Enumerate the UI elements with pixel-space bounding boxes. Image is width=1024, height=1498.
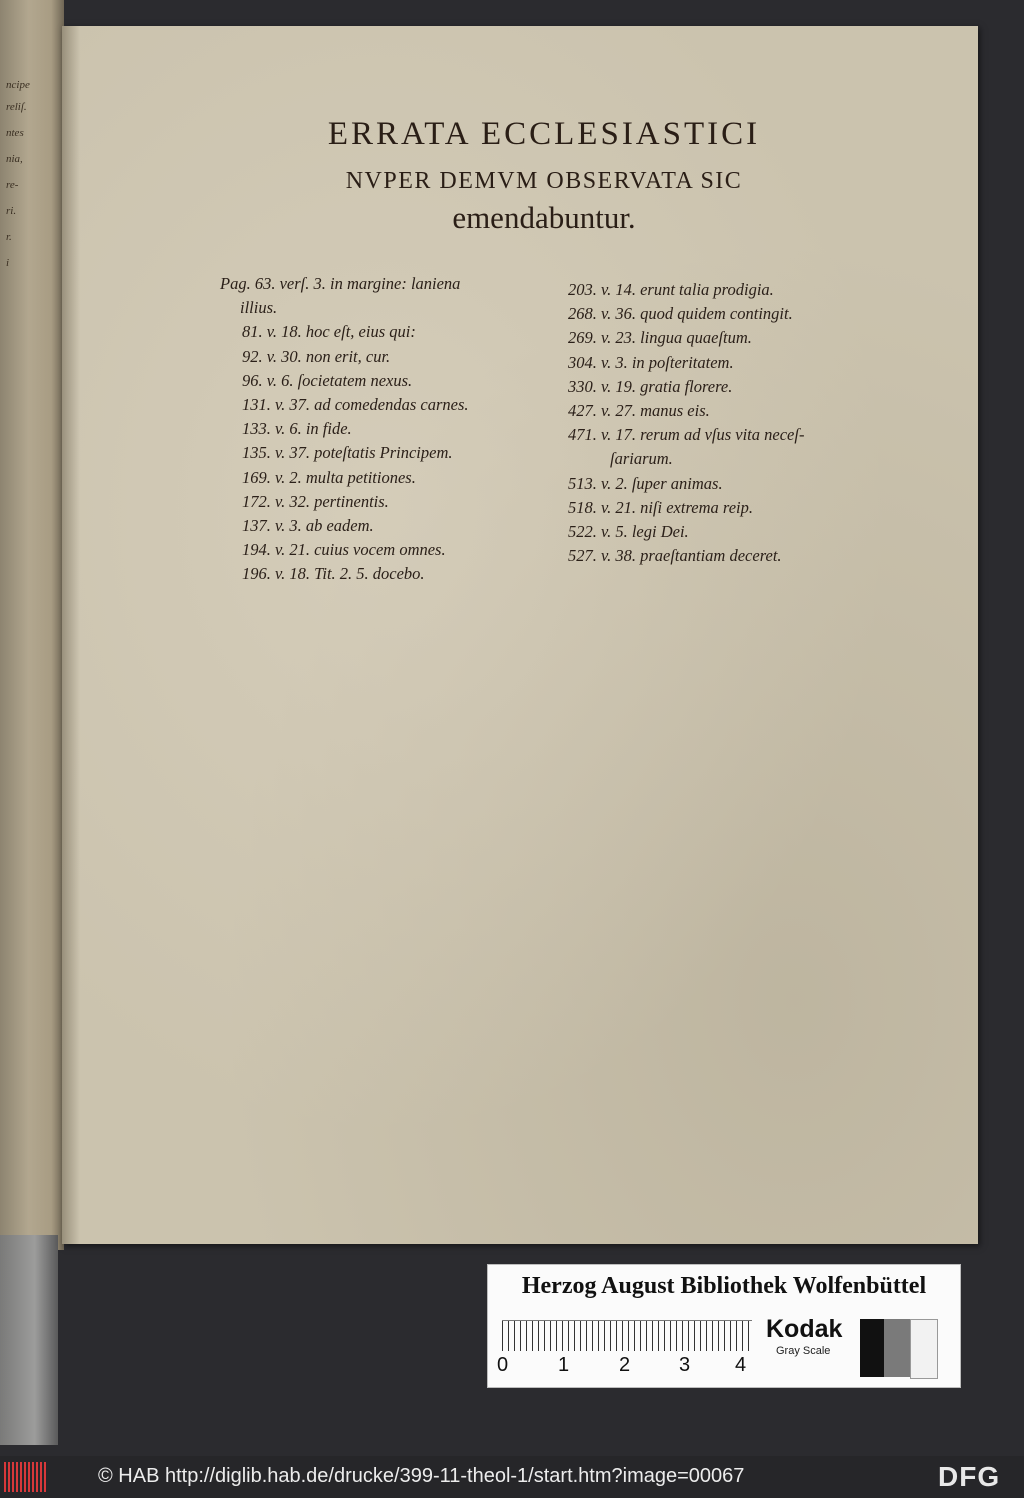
errata-entry: 513. v. 2. ſuper animas. (568, 473, 723, 493)
errata-entry: 518. v. 21. niſi extrema reip. (568, 497, 753, 517)
swatch-white (910, 1319, 938, 1379)
errata-entry: 194. v. 21. cuius vocem omnes. (242, 540, 446, 560)
errata-entry: 427. v. 27. manus eis. (568, 401, 710, 421)
errata-entry: 203. v. 14. erunt talia prodigia. (568, 280, 774, 299)
errata-entry: 131. v. 37. ad comedendas carnes. (242, 395, 469, 415)
errata-entry: 471. v. 17. rerum ad vſus vita neceſ- (568, 425, 805, 445)
errata-entry: 330. v. 19. gratia florere. (568, 376, 733, 396)
measurement-ruler (502, 1320, 752, 1351)
page-subtitle-line: emendabuntur. (452, 200, 636, 235)
page-gutter-shadow (62, 26, 80, 1244)
page-title: ERRATA ECCLESIASTICI (327, 116, 761, 152)
errata-entry: 92. v. 30. non erit, cur. (242, 346, 391, 366)
margin-fragment: r. (6, 231, 12, 243)
errata-entry: 527. v. 38. praeſtantiam deceret. (568, 546, 782, 566)
dfg-logo: DFG (938, 1461, 1001, 1492)
margin-fragment: ri. (6, 205, 17, 217)
citation-link[interactable]: © HAB http://diglib.hab.de/drucke/399-11-theol-1/start.htm?image=00067 (98, 1465, 745, 1487)
binding-edge (0, 1235, 58, 1445)
errata-list-left (220, 272, 469, 587)
previous-page-edge (0, 0, 64, 1250)
gray-scale-label: Gray Scale (776, 1345, 831, 1357)
barcode-icon (4, 1462, 48, 1492)
errata-entry-continuation: ſariarum. (610, 449, 673, 469)
errata-entry: 133. v. 6. in fide. (242, 419, 352, 439)
footer-bar (0, 1456, 1024, 1498)
swatch-black (860, 1319, 884, 1377)
ruler-number: 0 (497, 1354, 509, 1376)
errata-entry: Pag. 63. verſ. 3. in margine: laniena (220, 274, 461, 293)
kodak-logo: Kodak (766, 1315, 843, 1343)
errata-entry: 169. v. 2. multa petitiones. (242, 467, 416, 487)
margin-fragment: nia, (6, 153, 23, 165)
errata-entry: 135. v. 37. poteſtatis Principem. (242, 443, 453, 463)
page-subtitle: NVPER DEMVM OBSERVATA SIC (345, 168, 743, 194)
errata-entry: 96. v. 6. ſocietatem nexus. (242, 370, 413, 390)
errata-list-right (562, 278, 804, 568)
swatch-gray (884, 1319, 910, 1377)
institution-name: Herzog August Bibliothek Wolfenbüttel (521, 1273, 927, 1299)
errata-entry: 172. v. 32. pertinentis. (242, 491, 389, 511)
errata-entry: 304. v. 3. in poſteritatem. (568, 352, 734, 372)
errata-entry: 268. v. 36. quod quidem contingit. (568, 304, 793, 324)
ruler-number: 3 (679, 1354, 691, 1376)
ruler-number: 1 (558, 1354, 570, 1376)
errata-entry: 81. v. 18. hoc eſt, eius qui: (242, 322, 416, 342)
ruler-number: 4 (735, 1354, 747, 1376)
errata-entry: 196. v. 18. Tit. 2. 5. docebo. (242, 564, 425, 584)
errata-entry: 522. v. 5. legi Dei. (568, 522, 689, 542)
margin-fragment: i (6, 257, 10, 269)
ruler-number: 2 (619, 1354, 631, 1376)
errata-entry: 269. v. 23. lingua quaeſtum. (568, 328, 752, 348)
margin-fragment: ntes (6, 127, 24, 139)
margin-fragment: re- (6, 179, 19, 191)
errata-entry: 137. v. 3. ab eadem. (242, 516, 374, 536)
color-calibration-card (487, 1264, 961, 1388)
margin-fragment: ncipe (6, 79, 30, 91)
document-page (62, 26, 978, 1244)
margin-fragment: reliſ. (6, 101, 27, 113)
errata-entry-continuation: illius. (240, 298, 278, 318)
